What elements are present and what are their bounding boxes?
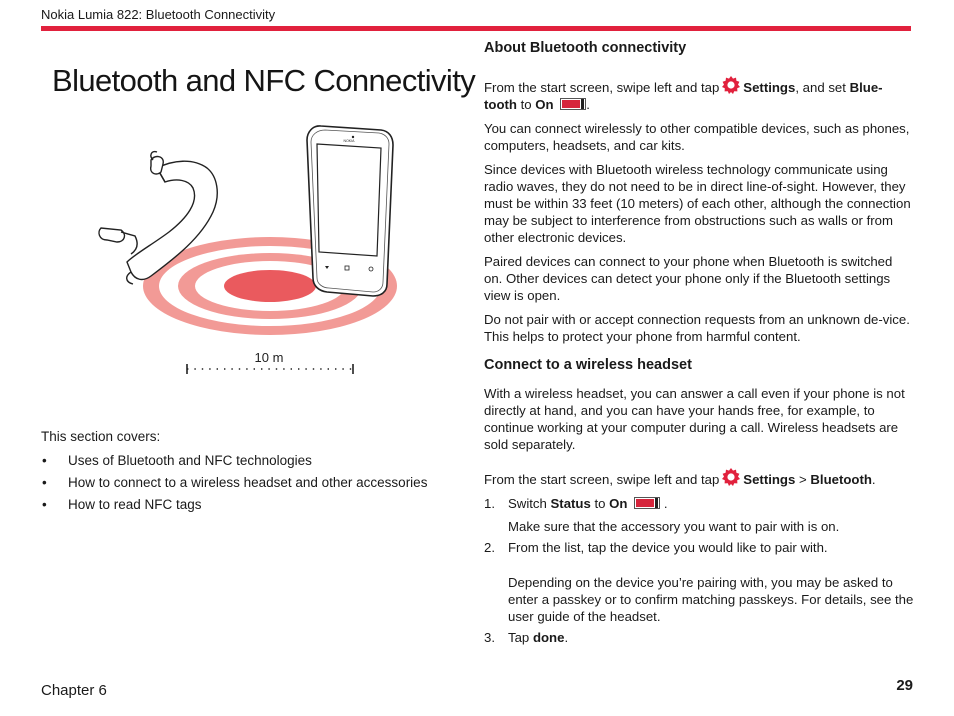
chapter-label: Chapter 6 bbox=[41, 682, 107, 699]
step-2-text: From the list, tap the device you would like to pair with. bbox=[508, 540, 828, 555]
step-1-a: Switch bbox=[508, 496, 547, 511]
settings-gear-icon bbox=[721, 467, 741, 487]
on-label: On bbox=[535, 97, 554, 112]
list-item bbox=[484, 495, 914, 535]
covers-list bbox=[41, 452, 427, 518]
bluetooth-label: Bluetooth bbox=[810, 472, 872, 487]
list-item bbox=[484, 629, 914, 646]
about-p5: Do not pair with or accept connection requests from an unknown de-vice. This helps to protect your phone from harmful content. bbox=[484, 312, 910, 344]
settings-label: Settings bbox=[743, 80, 796, 95]
distance-label: 10 m bbox=[254, 350, 284, 365]
list-item bbox=[484, 539, 914, 625]
headset-p1: With a wireless headset, you can answer a call even if your phone is not directly at hand, and you can have your hands free, for example, to continue working at your computer during a call. Wireless headsets are sold separately. bbox=[484, 386, 905, 452]
header-rule bbox=[41, 26, 911, 31]
status-label: Status bbox=[550, 496, 591, 511]
settings-gear-icon bbox=[721, 75, 741, 95]
about-p3: Since devices with Bluetooth wireless technology communicate using radio waves, they do not need to be in direct line-of-sight. However, they must be within 33 feet (10 meters) of each other, although the connection may be subject to interference from obstructions such as walls or from other electronic devices. bbox=[484, 162, 911, 245]
settings-label: Settings bbox=[743, 472, 796, 487]
about-p1-b: , and set bbox=[795, 80, 846, 95]
steps-list bbox=[484, 495, 914, 646]
phone-brand: NOKIA bbox=[343, 139, 355, 143]
about-p1-a: From the start screen, swipe left and tap bbox=[484, 80, 720, 95]
bluetooth-range-illustration bbox=[95, 120, 415, 380]
page-number: 29 bbox=[896, 677, 913, 694]
step-2-note: Depending on the device you’re pairing with, you may be asked to enter a passkey or to confirm matching passkeys. For details, see the user guide of the headset. bbox=[508, 575, 914, 624]
step-3-end: . bbox=[564, 630, 569, 645]
step-1-end: . bbox=[663, 496, 668, 511]
right-column bbox=[484, 38, 914, 650]
done-label: done bbox=[532, 630, 565, 645]
list-item: • How to connect to a wireless headset and other accessories bbox=[41, 474, 427, 491]
step-1-note: Make sure that the accessory you want to pair with is on. bbox=[508, 519, 840, 534]
headset-heading: Connect to a wireless headset bbox=[484, 357, 692, 373]
headset-instruction bbox=[484, 467, 914, 488]
section-covers-intro: This section covers: bbox=[41, 429, 161, 444]
step-number: 1. bbox=[484, 496, 495, 511]
headset-p2-a: From the start screen, swipe left and tap bbox=[484, 472, 720, 487]
about-p4: Paired devices can connect to your phone when Bluetooth is switched on. Other devices can detect your phone only if the Bluetooth settings view is open. bbox=[484, 254, 893, 303]
toggle-on-icon bbox=[634, 497, 660, 509]
about-p1-end: . bbox=[586, 97, 590, 112]
list-item: • Uses of Bluetooth and NFC technologies bbox=[41, 452, 427, 469]
about-heading: About Bluetooth connectivity bbox=[484, 40, 687, 56]
about-p1-to: to bbox=[520, 97, 532, 112]
headset-p2-end: . bbox=[871, 472, 876, 487]
on-label: On bbox=[609, 496, 628, 511]
step-3-a: Tap bbox=[508, 630, 530, 645]
about-p2: You can connect wirelessly to other compatible devices, such as phones, computers, headsets, and car kits. bbox=[484, 121, 910, 153]
list-item: • How to read NFC tags bbox=[41, 496, 427, 513]
range-ring-center bbox=[224, 270, 316, 302]
step-number: 2. bbox=[484, 540, 495, 555]
step-1-to: to bbox=[594, 496, 606, 511]
bluetooth-label: Blue-tooth bbox=[484, 80, 883, 112]
path-separator: > bbox=[799, 472, 807, 487]
about-instruction bbox=[484, 75, 914, 113]
running-header: Nokia Lumia 822: Bluetooth Connectivity bbox=[41, 7, 276, 22]
page-title: Bluetooth and NFC Connectivity bbox=[52, 63, 476, 98]
phone-icon bbox=[307, 126, 393, 296]
step-number: 3. bbox=[484, 630, 495, 645]
toggle-on-icon bbox=[560, 98, 586, 110]
